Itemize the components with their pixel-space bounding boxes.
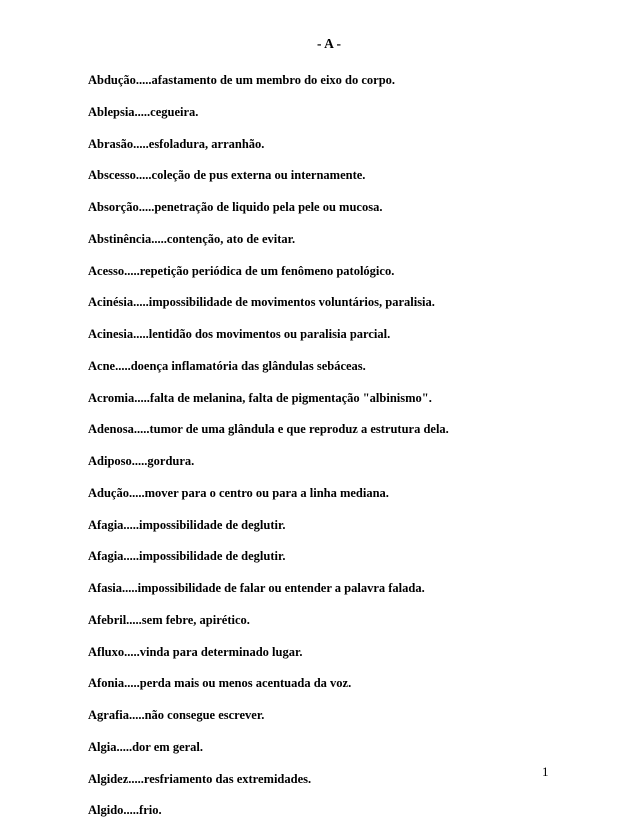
glossary-entry: Afasia.....impossibilidade de falar ou entender a palavra falada. — [88, 581, 425, 595]
glossary-entry: Acesso.....repetição periódica de um fenômeno patológico. — [88, 263, 395, 278]
glossary-entry: Abdução.....afastamento de um membro do eixo do corpo. — [88, 73, 396, 87]
glossary-entry: Acromia.....falta de melanina, falta de pigmentação "albinismo". — [88, 390, 432, 405]
glossary-entry: Adiposo.....gordura. — [88, 454, 195, 468]
glossary-entry: Absorção.....penetração de liquido pela pele ou mucosa. — [88, 200, 383, 214]
glossary-entry: Acinesia.....lentidão dos movimentos ou paralisia parcial. — [88, 327, 391, 341]
glossary-entry: Acne.....doença inflamatória das glândulas sebáceas. — [88, 358, 366, 373]
glossary-list — [88, 73, 608, 835]
glossary-entry: Algido.....frio. — [88, 803, 162, 818]
section-heading: - A - — [316, 36, 341, 51]
page-number: 1 — [542, 764, 549, 779]
glossary-entry: Abstinência.....contenção, ato de evitar. — [88, 231, 296, 246]
glossary-entry: Abscesso.....coleção de pus externa ou internamente. — [88, 168, 366, 183]
glossary-entry: Adenosa.....tumor de uma glândula e que reproduz a estrutura dela. — [88, 422, 449, 437]
glossary-entry: Agrafia.....não consegue escrever. — [88, 708, 265, 722]
glossary-entry: Afonia.....perda mais ou menos acentuada da voz. — [88, 676, 352, 691]
glossary-entry: Algidez.....resfriamento das extremidades. — [88, 771, 312, 786]
glossary-entry: Acinésia.....impossibilidade de movimentos voluntários, paralisia. — [88, 295, 435, 310]
glossary-entry: Ablepsia.....cegueira. — [88, 104, 199, 119]
glossary-entry: Afagia.....impossibilidade de deglutir. — [88, 517, 286, 532]
glossary-entry: Abrasão.....esfoladura, arranhão. — [88, 136, 265, 151]
glossary-entry: Adução.....mover para o centro ou para a linha mediana. — [88, 485, 389, 500]
glossary-entry: Afebril.....sem febre, apirético. — [88, 612, 250, 627]
glossary-entry: Algia.....dor em geral. — [88, 739, 204, 754]
glossary-entry: Afluxo.....vinda para determinado lugar. — [88, 644, 303, 659]
glossary-entry: Afagia.....impossibilidade de deglutir. — [88, 549, 286, 564]
